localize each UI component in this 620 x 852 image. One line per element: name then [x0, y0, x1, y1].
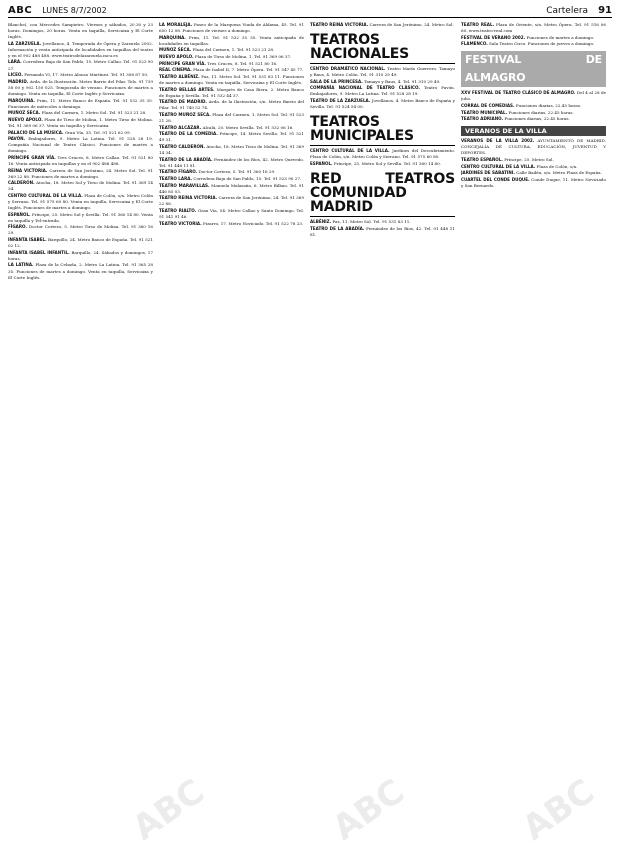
listing-entry: [8, 212, 153, 224]
listing-entry: [159, 22, 304, 34]
listing-venue: ESPAÑOL.: [8, 211, 31, 217]
listing-venue: XXV FESTIVAL DE TEATRO CLÁSICO DE ALMAGRO.: [461, 90, 576, 96]
column-4: [461, 22, 606, 844]
column-3: [310, 22, 455, 844]
listing-text: Teatro María Guerrero. Tamayo y Baus, 4. Metro Colón. Tel. 91 310 29 49.: [310, 66, 455, 78]
listing-entry: [8, 22, 153, 40]
listing-entry: [8, 168, 153, 180]
listing-text: Calle Bailén, s/n. Metro Plaza de España.: [516, 170, 602, 176]
listing-venue: JARDINES DE SABATINI.: [461, 170, 515, 176]
listing-text: Príncipe, 25. Metro Sol y Sevilla. Tel. 91 360 14 80. Venta en taquilla y Tel-entrada.: [8, 211, 153, 223]
listing-text: Blanche), con Mercedes Sampietro. Viernes y sábados, 20.30 y 23 horas. Domingos, 20 horas. Venta en taquilla, Servicaixa y El Corte Inglés.: [8, 22, 153, 40]
listing-venue: TEATRO LARA.: [159, 176, 193, 182]
listing-entry: [159, 125, 304, 131]
listing-text: AYUNTAMIENTO DE MADRID. CONCEJALÍA DE CULTURA, EDUCACIÓN, JUVENTUD Y DEPORTES.: [461, 138, 606, 156]
listing-venue: PAVÓN.: [8, 136, 26, 142]
listing-entry: [159, 54, 304, 60]
abc-watermark-3: ABC: [515, 771, 602, 849]
listing-entry: [8, 130, 153, 136]
listing-venue: LICEO.: [8, 72, 23, 78]
listing-venue: FESTIVAL DE VERANO 2002.: [461, 34, 526, 40]
listing-text: Plaza de Tirso de Molina, 1. Tel. 91 369 06 37.: [194, 54, 292, 60]
listing-venue: ESPAÑOL.: [310, 160, 333, 166]
listing-entry: [461, 35, 606, 41]
listing-venue: TEATRO REAL.: [461, 22, 495, 27]
listing-venue: CALDERÓN.: [8, 180, 35, 186]
listing-entry: [159, 183, 304, 195]
listing-entry: [310, 22, 455, 28]
listing-venue: REAL CINEMA.: [159, 67, 192, 73]
listing-entry: [310, 226, 455, 238]
listing-venue: TEATRO FÍGARO.: [159, 169, 198, 175]
section-name: Cartelera: [546, 5, 589, 16]
listing-text: Paz, 11. Metro Sol. Tel. 91 531 83 11.: [332, 218, 411, 224]
listing-venue: ALBÉNIZ.: [310, 218, 332, 224]
listing-entry: [159, 157, 304, 169]
listing-text: Sala Teatro Circo. Funciones de jueves a domingo.: [489, 41, 595, 47]
listing-venue: MADRID.: [8, 78, 29, 84]
listing-text: Plaza de Colón, s/n. Metro Colón y Serrano. Tel. 91 575 60 80. Venta en taquilla, Servicaixa y El Corte Inglés. Funciones de martes a domingo.: [8, 192, 153, 211]
listing-venue: MUÑOZ SECA.: [159, 47, 192, 53]
listing-entry: [310, 148, 455, 160]
listing-text: Corredera Baja de San Pablo, 15. Metro Callao. Tel. 91 523 90 27.: [8, 59, 153, 71]
listing-text: Funciones diarias, 22.45 horas.: [508, 109, 574, 115]
listing-venue: MUÑOZ SECA.: [8, 110, 41, 116]
listing-venue: TEATRO DE LA COMEDIA.: [159, 131, 218, 137]
listing-entry: [8, 262, 153, 280]
listing-text: Avda. de la Ilustración. Metro Barrio del Pilar. Tels. 91 739 58 00 y 902 150 025. Temporada de verano. Funciones de martes a domingo. Venta en taquilla, El Corte Inglés y Servicaixa.: [8, 78, 153, 96]
listing-venue: TEATRO REINA VICTORIA.: [310, 22, 369, 27]
listing-entry: [159, 67, 304, 73]
listing-venue: FÍGARO.: [8, 224, 27, 230]
listing-text: Tamayo y Baus, 4. Tel. 91 310 29 49.: [364, 78, 441, 84]
listing-text: Fernando VI, 17. Metro Alonso Martínez. Tel. 91 308 87 50.: [24, 72, 149, 78]
listing-venue: SALA DE LA PRINCESA.: [310, 78, 363, 84]
red-teatros-listings: [310, 219, 455, 238]
listing-entry: [310, 161, 455, 167]
abc-watermark-1: ABC: [125, 771, 212, 849]
listing-entry: [461, 170, 606, 176]
listing-venue: INFANTA ISABEL.: [8, 237, 47, 243]
listing-text: Príncipe, 25. Metro Sol.: [504, 157, 554, 163]
listing-venue: CUARTEL DEL CONDE DUQUE.: [461, 177, 530, 183]
listing-venue: LA MORALEJA.: [159, 22, 193, 27]
col4-top-listings: [461, 22, 606, 47]
listing-entry: [159, 144, 304, 156]
listing-venue: NUEVO APOLO.: [8, 116, 43, 122]
nacionales-listings: [310, 66, 455, 110]
listing-text: Paseo de la Marquesa Viuda de Aldama, 45. Tel. 91 650 12 08. Funciones de viernes a domingo.: [159, 22, 304, 34]
listing-text: Tres Cruces, 8. Metro Callao. Tel. 91 521 80 16. Venta anticipada en taquillas y en el 902 488 488.: [8, 154, 153, 166]
listing-text: Fernández de los Ríos, 42. Tel. 91 448 11 81.: [310, 225, 455, 237]
listing-venue: PALACIO DE LA MÚSICA.: [8, 129, 64, 135]
listing-entry: [159, 221, 304, 227]
listing-entry: [8, 193, 153, 211]
listing-entry: [159, 61, 304, 67]
page-number: 91: [598, 5, 612, 16]
listing-text: Jovellanos, 4. Metro Banco de España y Sevilla. Tel. 91 524 54 00.: [310, 98, 455, 110]
col3-top-listings: [310, 22, 455, 28]
listing-text: Plaza del Carmen, 1. Metro Sol. Tel. 91 523 21 28.: [159, 112, 304, 124]
listing-text: Barquillo, 24. Sábados y domingos, 17 horas.: [8, 249, 153, 261]
listing-text: Jovellanos, 4. Temporada de Ópera y Zarzuela 2002. Información y venta anticipada de localidades en taquillas del teatro y en el 902 488 488. www.teatrodelazarzuela.mcu.es: [8, 40, 153, 58]
listing-venue: TEATRO DE MADRID.: [159, 99, 207, 105]
listing-text: Barquillo, 24. Metro Banco de España. Tel. 91 521 02 12.: [8, 237, 153, 249]
listing-entry: [159, 87, 304, 99]
listing-entry: [461, 103, 606, 109]
listing-text: Prim, 11. Metro Banco de España. Tel. 91 532 35 35. Funciones de miércoles a domingo.: [8, 97, 153, 109]
listing-venue: LA LATINA.: [8, 262, 34, 268]
listing-entry: [8, 250, 153, 262]
listing-text: Embajadores, 9. Metro La Latina. Tel. 91 528 28 19. Compañía Nacional de Teatro Clásico. Funciones de martes a domingo.: [8, 136, 153, 154]
listing-entry: [461, 116, 606, 122]
listing-venue: TEATRO VICTORIA.: [159, 220, 202, 226]
listing-text: Manuela Malasaña, 6. Metro Bilbao. Tel. 91 446 85 03.: [159, 182, 304, 194]
listing-venue: TEATRO DE LA ZARZUELA.: [310, 98, 371, 104]
listing-venue: LARA.: [8, 59, 22, 65]
listing-text: Doctor Cortezo, 5. Tel. 91 360 16 29.: [198, 169, 276, 175]
abc-watermark-2: ABC: [325, 771, 412, 849]
listing-entry: [8, 136, 153, 154]
listing-text: Funciones diarias, 22.45 horas.: [515, 103, 582, 109]
listing-venue: MARQUINA.: [159, 34, 186, 40]
listing-text: Conde Duque, 11. Metro Noviciado y San Bernardo.: [461, 177, 606, 189]
listing-entry: [159, 176, 304, 182]
listing-venue: FLAMENCO.: [461, 41, 488, 47]
listings-columns: [8, 22, 612, 844]
listing-text: Avda. de la Ilustración, s/n. Metro Barrio del Pilar. Tel. 91 740 52 74.: [159, 99, 304, 111]
listing-text: Plaza del Carmen, 1. Tel. 91 523 21 28.: [192, 47, 275, 53]
listing-text: Plaza de Isabel II, 7. Metro Ópera. Tel. 91 547 45 77.: [193, 67, 304, 73]
listing-entry: [461, 157, 606, 163]
listing-text: Paz, 11. Metro Sol. Tel. 91 531 83 11. Funciones de martes a domingo. Venta en taquilla, Servicaixa y El Corte Inglés.: [159, 73, 304, 85]
newspaper-name: ABC: [8, 5, 33, 16]
listing-entry: [8, 98, 153, 110]
listing-entry: [8, 59, 153, 71]
listing-text: Fernández de los Ríos, 42. Metro Quevedo. Tel. 91 448 11 81.: [159, 156, 304, 168]
listing-venue: TEATRO REINA VICTORIA.: [159, 195, 218, 201]
listing-venue: MARQUINA.: [8, 97, 35, 103]
listing-venue: TEATRO DE LA ABADÍA.: [310, 225, 365, 231]
listing-text: Plaza de Colón, s/n.: [536, 163, 578, 169]
listing-entry: [159, 74, 304, 86]
listing-venue: TEATRO DE LA ABADÍA.: [159, 156, 213, 162]
heading-teatros-nacionales: TEATROS NACIONALES: [310, 33, 455, 64]
listing-entry: [159, 47, 304, 53]
listing-text: Tres Cruces, 8. Tel. 91 521 80 16.: [207, 60, 278, 66]
listing-text: Prim, 11. Tel. 91 532 35 35. Venta anticipada de localidades en taquillas.: [159, 34, 304, 46]
listing-venue: TEATRO MUÑOZ SECA.: [159, 112, 211, 117]
listing-venue: TEATRO ADRIANO.: [461, 116, 504, 122]
listing-entry: [8, 41, 153, 59]
listing-text: Carrera de San Jerónimo, 24. Metro Sol.: [369, 22, 454, 27]
listing-entry: [310, 219, 455, 225]
listing-entry: [8, 180, 153, 192]
listing-venue: TEATRO MUNICIPAL.: [461, 109, 508, 115]
listing-entry: [310, 66, 455, 78]
listing-text: Doctor Cortezo, 5. Metro Tirso de Molina. Tel. 91 360 16 29.: [8, 224, 153, 236]
heading-teatros-municipales: TEATROS MUNICIPALES: [310, 115, 455, 146]
listing-venue: TEATRO ALBÉNIZ.: [159, 73, 200, 79]
listing-text: Plaza del Carmen, 1. Metro Sol. Tel. 91 523 21 28.: [41, 110, 147, 116]
listing-entry: [159, 195, 304, 207]
listing-venue: TEATRO BELLAS ARTES.: [159, 86, 215, 92]
listing-venue: CENTRO CULTURAL DE LA VILLA.: [8, 192, 83, 198]
listing-entry: [159, 208, 304, 220]
listing-venue: CENTRO CULTURAL DE LA VILLA.: [310, 148, 390, 154]
listing-venue: CORRAL DE COMEDIAS.: [461, 103, 515, 109]
listing-text: Teatro Pavón. Embajadores, 9. Metro La Latina. Tel. 91 528 28 19.: [310, 85, 455, 97]
listing-venue: PRÍNCIPE GRAN VÍA.: [8, 154, 56, 160]
listing-text: Corredera Baja de San Pablo, 15. Tel. 91 523 90 27.: [193, 176, 302, 182]
heading-red-teatros: RED TEATROS COMUNIDAD MADRID: [310, 170, 455, 215]
listing-entry: [310, 85, 455, 97]
listing-entry: [8, 155, 153, 167]
listing-text: Príncipe, 14. Metro Sevilla. Tel. 91 521 49 31.: [159, 131, 304, 143]
almagro-listings: [461, 90, 606, 122]
listing-text: Plaza de la Cebada, 2. Metro La Latina. Tel. 91 365 28 35. Funciones de martes a domingo. Venta en taquilla, Servicaixa y El Corte Inglés.: [8, 262, 153, 280]
listing-entry: [461, 90, 606, 102]
listing-text: Atocha, 18. Metro Tirso de Molina. Tel. 91 369 14 34.: [159, 144, 304, 156]
listing-text: Plaza de Oriente, s/n. Metro Ópera. Tel. 91 516 06 60. www.teatro-real.com: [461, 22, 606, 34]
listing-entry: [461, 177, 606, 189]
listing-venue: TEATRO ALCÁZAR.: [159, 124, 202, 130]
listing-venue: CENTRO DRAMÁTICO NACIONAL.: [310, 66, 386, 72]
listing-entry: [461, 110, 606, 116]
listing-venue: TEATRO ESPAÑOL.: [461, 157, 503, 163]
listing-venue: TEATRO RIALTO.: [159, 208, 197, 214]
listing-venue: TEATRO MARAVILLAS.: [159, 182, 210, 188]
listing-text: Funciones diarias, 22.45 horas.: [504, 116, 570, 122]
veranos-listings: [461, 138, 606, 189]
issue-date: LUNES 8/7/2002: [42, 6, 107, 15]
listing-text: Carrera de San Jerónimo, 24. Metro Sol. Tel. 91 369 22 88. Funciones de martes a domingo.: [8, 167, 153, 179]
listing-entry: [159, 112, 304, 124]
listing-entry: [159, 169, 304, 175]
listing-text: Funciones de martes a domingo.: [526, 34, 595, 40]
listing-venue: PRÍNCIPE GRAN VÍA.: [159, 60, 206, 66]
listing-entry: [8, 237, 153, 249]
listing-entry: [159, 131, 304, 143]
listing-venue: VERANOS DE LA VILLA 2002.: [461, 138, 535, 144]
listing-text: Pizarro, 17. Metro Noviciado. Tel. 91 522 78 23.: [203, 220, 304, 226]
listing-text: Jardines del Descubrimiento. Plaza de Colón, s/n. Metro Colón y Serrano. Tel. 91 575 60 80.: [310, 148, 455, 160]
page-header: [8, 4, 612, 18]
listing-text: Gran Vía, 54. Metro Callao y Santo Domingo. Tel. 91 541 91 46.: [159, 208, 304, 220]
listing-entry: [310, 98, 455, 110]
listing-entry: [8, 110, 153, 116]
listing-venue: INFANTA ISABEL INFANTIL.: [8, 249, 70, 255]
listing-venue: LA ZARZUELA.: [8, 40, 42, 46]
listing-entry: [8, 117, 153, 129]
listing-text: Alcalá, 20. Metro Sevilla. Tel. 91 532 06 16.: [202, 124, 294, 130]
listing-venue: NUEVO APOLO.: [159, 54, 194, 60]
municipales-listings: [310, 148, 455, 167]
listing-entry: [310, 79, 455, 85]
listing-entry: [8, 72, 153, 78]
listing-text: Del 4 al 28 de julio.: [461, 90, 606, 102]
listing-text: Gran Vía, 35. Tel. 91 521 62 09.: [64, 129, 131, 135]
listing-text: Atocha, 18. Metro Sol y Tirso de Molina. Tel. 91 369 14 34.: [8, 180, 153, 192]
listing-text: Príncipe, 25. Metro Sol y Sevilla. Tel. 91 360 14 80.: [333, 160, 442, 166]
column-1: [8, 22, 153, 844]
listing-entry: [461, 41, 606, 47]
listing-venue: REINA VICTORIA.: [8, 167, 48, 173]
listing-venue: TEATRO CALDERÓN.: [159, 144, 205, 150]
column-2: [159, 22, 304, 844]
listing-entry: [8, 224, 153, 236]
listing-venue: COMPAÑÍA NACIONAL DE TEATRO CLÁSICO.: [310, 85, 420, 91]
listing-text: Plaza de Tirso de Molina, 1. Metro Tirso de Molina. Tel. 91 369 06 37. Venta en taquilla y Servicaixa.: [8, 116, 153, 128]
listing-text: Marqués de Casa Riera, 2. Metro Banco de España y Sevilla. Tel. 91 532 44 37.: [159, 86, 304, 98]
listing-entry: [461, 164, 606, 170]
listing-entry: [461, 22, 606, 34]
festival-almagro-banner: FESTIVAL DE ALMAGRO: [461, 51, 606, 87]
listing-entry: [461, 138, 606, 156]
listing-text: Carrera de San Jerónimo, 24. Tel. 91 369 22 88.: [159, 195, 304, 207]
listing-entry: [159, 99, 304, 111]
listing-entry: [159, 35, 304, 47]
veranos-villa-bar: VERANOS DE LA VILLA: [461, 126, 606, 136]
listing-entry: [8, 79, 153, 97]
listing-venue: CENTRO CULTURAL DE LA VILLA.: [461, 163, 536, 169]
